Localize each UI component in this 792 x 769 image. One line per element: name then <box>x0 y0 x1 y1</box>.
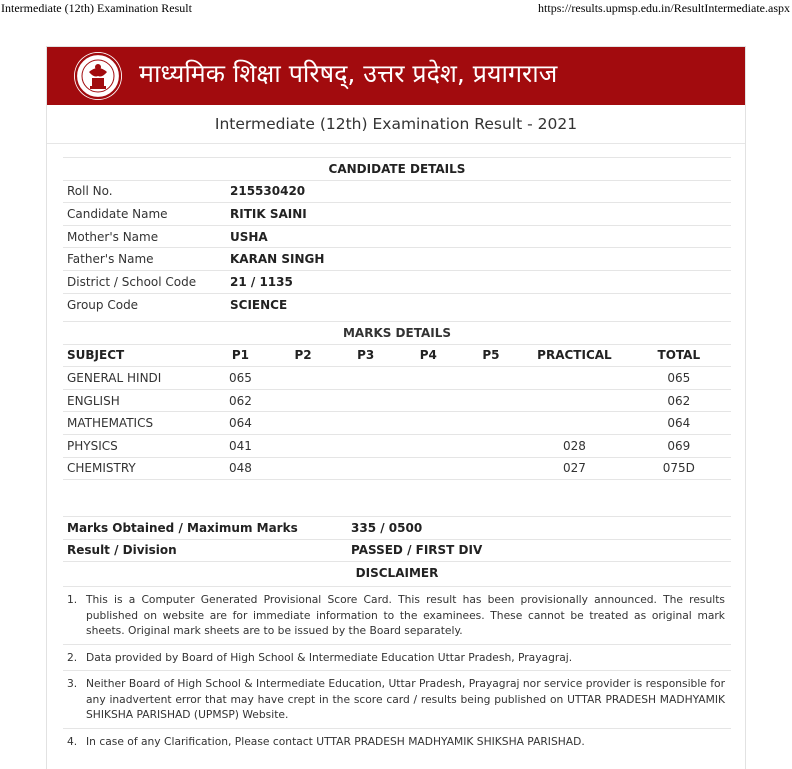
summary-label: Marks Obtained / Maximum Marks <box>63 517 347 540</box>
mark-cell <box>460 367 523 390</box>
mark-cell <box>397 412 460 435</box>
list-item <box>63 644 731 671</box>
mark-cell <box>460 457 523 480</box>
mark-cell <box>334 457 397 480</box>
column-header: P4 <box>397 344 460 367</box>
mark-cell: 041 <box>209 434 272 457</box>
table-row <box>63 517 731 540</box>
list-item <box>63 728 731 755</box>
item-number: 3. <box>67 677 78 690</box>
item-number: 1. <box>67 593 78 606</box>
mark-cell: 062 <box>627 389 731 412</box>
subject-name: ENGLISH <box>63 389 209 412</box>
detail-label: District / School Code <box>63 270 226 293</box>
table-row <box>63 412 731 435</box>
mark-cell: 048 <box>209 457 272 480</box>
section-header <box>63 158 731 181</box>
group-code: SCIENCE <box>226 293 731 316</box>
column-header: P5 <box>460 344 523 367</box>
mark-cell <box>272 367 335 390</box>
result-division: PASSED / FIRST DIV <box>347 539 731 562</box>
table-spacer <box>63 480 731 510</box>
candidate-details-table <box>63 157 731 316</box>
table-row <box>63 180 731 203</box>
mark-cell <box>397 367 460 390</box>
mark-cell <box>460 389 523 412</box>
result-subtitle: Intermediate (12th) Examination Result - 2021 <box>47 105 745 144</box>
table-row <box>63 457 731 480</box>
table-row <box>63 248 731 271</box>
mark-cell <box>334 367 397 390</box>
mark-cell: 064 <box>627 412 731 435</box>
column-header: P3 <box>334 344 397 367</box>
mother-name: USHA <box>226 225 731 248</box>
detail-label: Father's Name <box>63 248 226 271</box>
mark-cell <box>272 412 335 435</box>
detail-label: Mother's Name <box>63 225 226 248</box>
mark-cell <box>522 412 626 435</box>
mark-cell <box>397 389 460 412</box>
detail-label: Candidate Name <box>63 203 226 226</box>
mark-cell: 075D <box>627 457 731 480</box>
list-item <box>63 586 731 644</box>
table-row <box>63 225 731 248</box>
table-row <box>63 270 731 293</box>
father-name: KARAN SINGH <box>226 248 731 271</box>
table-row <box>63 367 731 390</box>
column-header: P2 <box>272 344 335 367</box>
item-text: This is a Computer Generated Provisional Score Card. This result has been provisionally announced. The results published on website are for immediate information to the examinees. These cannot be treated as original mark sheets. Original mark sheets are to be issued by the Board separately. <box>86 593 725 637</box>
table-row <box>63 293 731 316</box>
mark-cell: 065 <box>627 367 731 390</box>
page-title: Intermediate (12th) Examination Result <box>1 1 192 15</box>
candidate-details-title: CANDIDATE DETAILS <box>63 158 731 181</box>
school-code: 21 / 1135 <box>226 270 731 293</box>
disclaimer-title: DISCLAIMER <box>63 562 731 585</box>
mark-cell: 064 <box>209 412 272 435</box>
candidate-name: RITIK SAINI <box>226 203 731 226</box>
table-row <box>63 389 731 412</box>
table-row <box>63 434 731 457</box>
list-item <box>63 670 731 728</box>
item-text: Neither Board of High School & Intermediate Education, Uttar Pradesh, Prayagraj nor service provider is responsible for any inadvertent error that may have crept in the score card / results being published on UTTAR PRADESH MADHYAMIK SHIKSHA PARISHAD (UPMSP) Website. <box>86 677 725 721</box>
subject-name: CHEMISTRY <box>63 457 209 480</box>
mark-cell <box>334 434 397 457</box>
mark-cell <box>397 434 460 457</box>
mark-cell: 065 <box>209 367 272 390</box>
total-marks: 335 / 0500 <box>347 517 731 540</box>
item-number: 4. <box>67 734 78 748</box>
mark-cell: 028 <box>522 434 626 457</box>
subject-name: MATHEMATICS <box>63 412 209 435</box>
mark-cell <box>460 412 523 435</box>
section-header <box>63 562 731 585</box>
mark-cell: 069 <box>627 434 731 457</box>
mark-cell <box>522 389 626 412</box>
print-header <box>0 0 792 16</box>
item-number: 2. <box>67 650 78 664</box>
mark-cell <box>272 389 335 412</box>
mark-cell <box>397 457 460 480</box>
table-row <box>63 203 731 226</box>
disclaimer-list <box>63 586 731 754</box>
mark-cell <box>522 367 626 390</box>
mark-cell: 027 <box>522 457 626 480</box>
mark-cell <box>460 434 523 457</box>
mark-cell: 062 <box>209 389 272 412</box>
column-header: P1 <box>209 344 272 367</box>
mark-cell <box>334 389 397 412</box>
subject-name: GENERAL HINDI <box>63 367 209 390</box>
column-header: TOTAL <box>627 344 731 367</box>
subject-name: PHYSICS <box>63 434 209 457</box>
result-summary-table <box>63 516 731 584</box>
table-row <box>63 539 731 562</box>
section-header <box>63 322 731 345</box>
item-text: In case of any Clarification, Please contact UTTAR PRADESH MADHYAMIK SHIKSHA PARISHAD. <box>86 734 585 748</box>
mark-cell <box>334 412 397 435</box>
detail-label: Roll No. <box>63 180 226 203</box>
detail-label: Group Code <box>63 293 226 316</box>
item-text: Data provided by Board of High School & Intermediate Education Uttar Pradesh, Prayagraj. <box>86 650 573 664</box>
marks-details-table <box>63 321 731 510</box>
mark-cell <box>272 434 335 457</box>
marks-details-title: MARKS DETAILS <box>63 322 731 345</box>
page-url: https://results.upmsp.edu.in/ResultIntermediate.aspx <box>538 1 790 15</box>
column-header: SUBJECT <box>63 344 209 367</box>
column-header: PRACTICAL <box>522 344 626 367</box>
board-name: माध्यमिक शिक्षा परिषद्, उत्तर प्रदेश, प्रयागराज <box>139 59 558 88</box>
upmsp-emblem-icon <box>74 52 122 100</box>
mark-cell <box>272 457 335 480</box>
column-header-row <box>63 344 731 367</box>
header-banner <box>47 47 745 105</box>
roll-number: 215530420 <box>226 180 731 203</box>
summary-label: Result / Division <box>63 539 347 562</box>
result-card <box>46 46 746 769</box>
